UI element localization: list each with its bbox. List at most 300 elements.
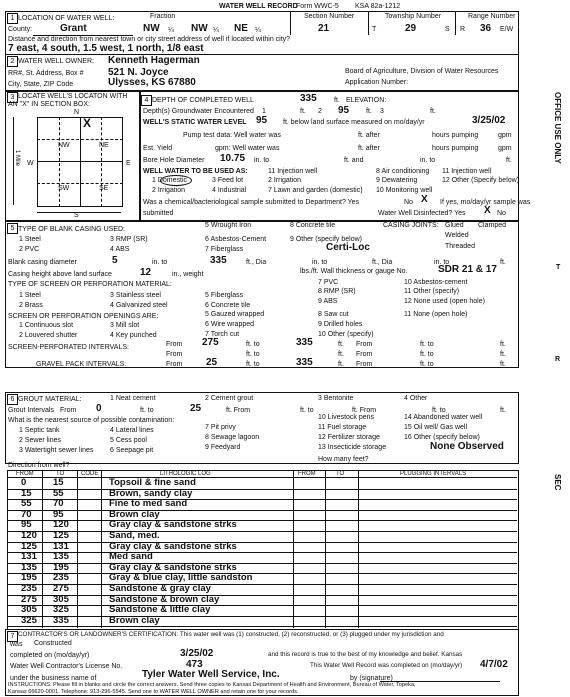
opening-option[interactable]: 8 Saw cut bbox=[318, 311, 349, 318]
cell-lithology[interactable]: Med sand bbox=[109, 551, 153, 563]
groundwater-2-value[interactable]: 95 bbox=[338, 105, 350, 116]
ft-label: ft. bbox=[338, 361, 344, 368]
divider bbox=[455, 11, 456, 35]
table-row bbox=[7, 489, 517, 500]
screen-option[interactable]: 6 Concrete tile bbox=[205, 302, 251, 309]
casing-label: TYPE OF BLANK CASING USED: bbox=[18, 226, 125, 233]
divider bbox=[290, 11, 291, 35]
use-option[interactable]: 10 Monitoring well bbox=[376, 187, 433, 194]
section-number: 7 bbox=[7, 631, 18, 642]
contam-other-value[interactable]: None Observed bbox=[430, 441, 504, 452]
contam-option[interactable]: 3 Watertight sewer lines bbox=[19, 447, 94, 454]
opening-option[interactable]: 7 Torch cut bbox=[205, 331, 240, 338]
city-value[interactable]: Ulysses, KS 67880 bbox=[108, 77, 196, 88]
casing-option[interactable]: 9 Other (specify below) bbox=[290, 236, 362, 243]
use-option[interactable]: 11 Injection well bbox=[268, 168, 318, 175]
cell-to[interactable]: 15 bbox=[53, 477, 64, 488]
dia-ft-dia-2: ft., Dia bbox=[372, 259, 393, 266]
grout-option[interactable]: 4 Other bbox=[404, 395, 428, 402]
screen-from[interactable]: 275 bbox=[202, 337, 219, 348]
cell-from[interactable]: 15 bbox=[21, 487, 32, 499]
section-number: 2 bbox=[7, 56, 18, 67]
opening-option-mill-slot[interactable]: 3 Mill slot bbox=[110, 322, 140, 329]
howmany-label: How many feet? bbox=[318, 456, 369, 463]
screen-option[interactable]: 10 Asbestos-cement bbox=[404, 279, 468, 286]
screen-option[interactable]: 12 None used (open hole) bbox=[404, 298, 485, 305]
instructions-1: INSTRUCTIONS: Please fill in blanks and circle the correct answers. Send three copies to Kansas Department of Health and Environment, Bureau of Water, Topeka, bbox=[8, 682, 416, 688]
cell-to[interactable]: 55 bbox=[53, 487, 64, 499]
screen-option-pvc[interactable]: 7 PVC bbox=[318, 279, 339, 286]
cell-from[interactable]: 70 bbox=[21, 508, 32, 520]
lbs-label: lbs./ft. Wall thickness or gauge No. bbox=[300, 268, 408, 275]
opening-option[interactable]: 10 Other (specify) bbox=[318, 331, 374, 338]
bore-in-to: in. to bbox=[254, 157, 270, 164]
contam-label: What is the nearest source of possible contamination: bbox=[8, 417, 175, 424]
use-option[interactable]: 11 Injection well bbox=[442, 168, 492, 175]
ft-to: ft. to bbox=[246, 361, 260, 368]
address-label: RR#, St. Address, Box # bbox=[8, 70, 84, 77]
yield-gpm: gpm: Well water was bbox=[215, 145, 280, 152]
cell-to[interactable]: 131 bbox=[53, 540, 69, 552]
groundwater-3-num: 3 bbox=[380, 108, 384, 115]
diameter-to-value[interactable]: 335 bbox=[210, 255, 227, 266]
use-option[interactable]: 2 Irrigation bbox=[152, 187, 186, 194]
address-value[interactable]: 521 N. Joyce bbox=[108, 67, 169, 78]
township-t: T bbox=[372, 26, 377, 33]
col-header-to-2: TO bbox=[336, 471, 345, 477]
table-row bbox=[7, 520, 517, 531]
cell-lithology[interactable]: Sandstone & brown clay bbox=[109, 593, 220, 605]
location-label: LOCATION OF WATER WELL: bbox=[18, 15, 115, 22]
dia-in-to-2: in. to bbox=[312, 259, 328, 266]
after-1: ft. after bbox=[358, 132, 380, 139]
cell-lithology[interactable]: Brown clay bbox=[109, 508, 160, 520]
compass-w: W bbox=[27, 160, 34, 167]
ft-label: ft. bbox=[500, 361, 506, 368]
screen-option[interactable]: 11 Other (specify) bbox=[404, 288, 460, 295]
from-label: From bbox=[356, 361, 373, 368]
static-desc: ft. below land surface measured on mo/day/yr bbox=[283, 119, 425, 126]
bact-no[interactable]: No bbox=[404, 199, 413, 206]
side-r: R bbox=[555, 356, 561, 363]
bore-ft: ft. bbox=[506, 157, 512, 164]
ft-to: ft. to bbox=[420, 341, 434, 348]
bact-label: Was a chemical/bacteriological sample submitted to Department? Yes bbox=[143, 199, 360, 206]
quarter-2: ¼ bbox=[213, 27, 219, 34]
quadrant-ne: NE bbox=[99, 142, 109, 149]
from-label: From bbox=[356, 341, 373, 348]
use-option[interactable]: 4 Industrial bbox=[212, 187, 247, 194]
cell-to[interactable]: 135 bbox=[53, 551, 69, 563]
cell-lithology[interactable]: Topsoil & fine sand bbox=[109, 477, 196, 488]
screen-option[interactable]: 8 RMP (SR) bbox=[318, 288, 356, 295]
range-label: Range Number bbox=[468, 13, 516, 20]
col-header-plug: PLUGGING INTERVALS bbox=[400, 471, 467, 477]
col-header-to: TO bbox=[56, 471, 65, 477]
table-row bbox=[7, 573, 517, 584]
dia-in-to-3: in. to bbox=[434, 259, 450, 266]
range-r: R bbox=[460, 26, 466, 33]
hours-1: hours pumping bbox=[432, 132, 479, 139]
office-use-label: OFFICE USE ONLY bbox=[553, 92, 562, 164]
ft-label: ft. bbox=[500, 407, 506, 414]
contam-option[interactable]: 6 Seepage pit bbox=[110, 447, 154, 454]
record-date[interactable]: 4/7/02 bbox=[480, 659, 508, 670]
opening-option[interactable]: 9 Drilled holes bbox=[318, 321, 363, 328]
use-option[interactable]: 7 Lawn and garden (domestic) bbox=[268, 187, 363, 194]
bore-in-to-2: in. to bbox=[420, 157, 436, 164]
ft-to: ft. to bbox=[432, 407, 446, 414]
from-label: From bbox=[166, 351, 183, 358]
cell-to[interactable]: 70 bbox=[53, 498, 64, 510]
ft-to: ft. to bbox=[246, 341, 260, 348]
casing-other-value[interactable]: Certi-Loc bbox=[326, 242, 370, 253]
table-row bbox=[7, 552, 517, 563]
cell-lithology[interactable]: Brown clay bbox=[109, 614, 160, 626]
col-header-lith: LITHOLOGIC LOG bbox=[160, 471, 211, 477]
joints-threaded[interactable]: Threaded bbox=[445, 243, 475, 250]
license-label: Water Well Contractor's License No. bbox=[10, 663, 123, 670]
contam-option[interactable]: 14 Abandoned water well bbox=[404, 414, 483, 421]
opening-option[interactable]: 5 Gauzed wrapped bbox=[205, 311, 265, 318]
compass-s: S bbox=[74, 212, 79, 219]
cell-to[interactable]: 335 bbox=[53, 614, 69, 626]
cell-from[interactable]: 275 bbox=[21, 593, 37, 605]
side-sec: SEC bbox=[553, 474, 562, 491]
grout-option[interactable]: 2 Cement grout bbox=[205, 395, 254, 402]
section-number: 6 bbox=[7, 394, 18, 405]
township-s: S bbox=[445, 26, 450, 33]
static-value[interactable]: 95 bbox=[256, 115, 268, 126]
cell-lithology[interactable]: Brown, sandy clay bbox=[109, 487, 193, 499]
submitted-label: submitted bbox=[143, 210, 174, 217]
completed-label: completed on (mo/day/yr) bbox=[10, 652, 90, 659]
grid-line bbox=[59, 117, 60, 207]
section-number-label: Section Number bbox=[304, 13, 355, 20]
ft-label: ft. bbox=[500, 341, 506, 348]
cell-from[interactable]: 305 bbox=[21, 604, 37, 616]
owner-value[interactable]: Kenneth Hagerman bbox=[108, 55, 200, 66]
quadrant-sw: SW bbox=[58, 185, 70, 192]
height-label: Casing height above land surface bbox=[8, 271, 112, 278]
cell-lithology[interactable]: Gray clay & sandstone strks bbox=[109, 561, 237, 573]
contam-option[interactable]: 11 Fuel storage bbox=[318, 424, 367, 431]
grout-to[interactable]: 25 bbox=[190, 403, 202, 414]
cell-lithology[interactable]: Gray clay & sandstone strks bbox=[109, 540, 237, 552]
col-header-from-2: FROM bbox=[298, 471, 316, 477]
gravel-from[interactable]: 25 bbox=[206, 357, 218, 368]
dia-ft-dia: ft., Dia bbox=[246, 259, 267, 266]
cert-constructed[interactable]: Constructed bbox=[34, 640, 72, 647]
section-number: 3 bbox=[7, 92, 18, 103]
opening-option[interactable]: 11 None (open hole) bbox=[404, 311, 468, 318]
grid-line bbox=[101, 117, 102, 207]
opening-option[interactable]: 2 Louvered shutter bbox=[19, 332, 78, 339]
distance-value[interactable]: 7 east, 4 south, 1.5 west, 1 north, 1/8 east bbox=[8, 43, 204, 54]
township-value[interactable]: 29 bbox=[405, 23, 417, 34]
range-ew: E/W bbox=[500, 26, 514, 33]
screen-option[interactable]: 1 Steel bbox=[19, 292, 41, 299]
row-line bbox=[7, 626, 517, 627]
contam-option[interactable]: 9 Feedyard bbox=[205, 444, 241, 451]
scale-line bbox=[37, 212, 121, 213]
contam-option[interactable]: 10 Livestock pens bbox=[318, 414, 375, 421]
business-label: under the business name of bbox=[10, 675, 97, 682]
contam-option[interactable]: 1 Septic tank bbox=[19, 427, 60, 434]
fraction-3[interactable]: NE bbox=[234, 23, 248, 34]
screen-option[interactable]: 3 Stainless steel bbox=[110, 292, 161, 299]
quarter-1: ¼ bbox=[168, 27, 174, 34]
gpm-2: gpm bbox=[498, 145, 512, 152]
contam-option[interactable]: 8 Sewage lagoon bbox=[205, 434, 260, 441]
grout-option-bentonite[interactable]: 3 Bentonite bbox=[318, 395, 354, 402]
groundwater-3-unit: ft. bbox=[430, 108, 436, 115]
cell-lithology[interactable]: Sandstone & little clay bbox=[109, 604, 211, 616]
static-date[interactable]: 3/25/02 bbox=[472, 115, 506, 126]
business-value[interactable]: Tyler Water Well Service, Inc. bbox=[142, 669, 280, 680]
casing-option[interactable]: 5 Wrought Iron bbox=[205, 222, 252, 229]
cell-to[interactable]: 275 bbox=[53, 583, 69, 594]
grid-line bbox=[80, 117, 81, 207]
groundwater-2-num: 2 bbox=[318, 108, 322, 115]
use-option[interactable]: 8 Air conditioning bbox=[376, 168, 430, 175]
signature-label: by (signature) bbox=[350, 675, 393, 682]
after-2: ft. after bbox=[358, 145, 380, 152]
section-number: 4 bbox=[141, 95, 152, 106]
ft-label: ft. bbox=[338, 341, 344, 348]
contam-option[interactable]: 13 Insecticide storage bbox=[318, 444, 387, 451]
contam-option[interactable]: 12 Fertilizer storage bbox=[318, 434, 380, 441]
groundwater-1-unit: ft. bbox=[300, 108, 306, 115]
form-number: Form WWC-5 bbox=[296, 3, 339, 10]
contam-option[interactable]: 16 Other (specify below) bbox=[404, 434, 480, 441]
diameter-label: Blank casing diameter bbox=[8, 259, 77, 266]
ft-label: ft. bbox=[500, 351, 506, 358]
depth-label: DEPTH OF COMPLETED WELL bbox=[152, 97, 254, 104]
owner-label: WATER WELL OWNER: bbox=[18, 58, 94, 65]
ft-to: ft. to bbox=[420, 351, 434, 358]
cell-lithology[interactable]: Gray & blue clay, little sandston bbox=[109, 572, 253, 584]
section-number: 5 bbox=[7, 223, 18, 234]
quadrant-se: SE bbox=[99, 185, 109, 192]
cell-from[interactable]: 325 bbox=[21, 614, 37, 626]
from-label: From bbox=[60, 407, 77, 414]
contam-option[interactable]: 5 Cess pool bbox=[110, 437, 147, 444]
col-header-code: CODE bbox=[81, 471, 99, 477]
statute-ref: KSA 82a-1212 bbox=[355, 3, 401, 10]
dia-ft: ft. bbox=[500, 259, 506, 266]
static-label: WELL'S STATIC WATER LEVEL bbox=[143, 119, 247, 126]
in-weight: in., weight bbox=[172, 271, 204, 278]
cell-to[interactable]: 325 bbox=[53, 604, 69, 616]
cell-to[interactable]: 125 bbox=[53, 530, 69, 541]
casing-option-pvc[interactable]: 2 PVC bbox=[19, 246, 40, 253]
use-option[interactable]: 3 Feed lot bbox=[212, 177, 244, 184]
groundwater-label: Depth(s) Groundwater Encountered bbox=[143, 108, 254, 115]
disinfect-no[interactable]: No bbox=[497, 210, 506, 217]
col-header-from: FROM bbox=[16, 471, 34, 477]
contam-option[interactable]: 7 Pit privy bbox=[205, 424, 236, 431]
quarter-3: ¼ bbox=[255, 27, 261, 34]
opening-option[interactable]: 1 Continuous slot bbox=[19, 322, 74, 329]
hours-2: hours pumping bbox=[432, 145, 479, 152]
section-value[interactable]: 21 bbox=[318, 23, 330, 34]
joints-clamped[interactable]: Clamped bbox=[478, 222, 507, 229]
city-label: City, State, ZIP Code bbox=[8, 81, 74, 88]
height-value[interactable]: 12 bbox=[140, 267, 152, 278]
cell-lithology[interactable]: Sand, med. bbox=[109, 530, 160, 541]
grid-line bbox=[37, 183, 123, 184]
table-row bbox=[7, 478, 517, 489]
completed-date[interactable]: 3/25/02 bbox=[180, 648, 214, 659]
fraction-label: Fraction bbox=[150, 13, 176, 20]
location-mark[interactable]: X bbox=[83, 116, 92, 130]
openings-label: SCREEN OR PERFORATION OPENINGS ARE: bbox=[8, 313, 159, 320]
license-value[interactable]: 473 bbox=[186, 659, 203, 670]
table-row bbox=[7, 531, 517, 542]
form-title: WATER WELL RECORD bbox=[219, 3, 298, 10]
gravel-to[interactable]: 335 bbox=[296, 357, 313, 368]
application-label: Application Number: bbox=[345, 79, 409, 86]
cell-from[interactable]: 55 bbox=[21, 498, 32, 510]
cell-from[interactable]: 235 bbox=[21, 583, 37, 594]
contam-option[interactable]: 2 Sewer lines bbox=[19, 437, 62, 444]
table-row bbox=[7, 542, 517, 553]
screen-intervals-label: SCREEN-PERFORATED INTERVALS: bbox=[8, 344, 129, 351]
casing-option[interactable]: 7 Fiberglass bbox=[205, 246, 244, 253]
use-option[interactable]: 9 Dewatering bbox=[376, 177, 418, 184]
table-row bbox=[7, 595, 517, 606]
grid-line bbox=[37, 161, 123, 162]
contam-option[interactable]: 4 Lateral lines bbox=[110, 427, 154, 434]
joints-label: CASING JOINTS: bbox=[383, 222, 439, 229]
county-value[interactable]: Grant bbox=[60, 23, 87, 34]
elevation-label: ELEVATION: bbox=[346, 97, 387, 104]
screen-option[interactable]: 9 ABS bbox=[318, 298, 338, 305]
grout-label: GROUT MATERIAL: bbox=[18, 396, 82, 403]
bore-value[interactable]: 10.75 bbox=[220, 153, 246, 164]
grid-line bbox=[37, 139, 123, 140]
depth-unit: ft. bbox=[334, 97, 340, 104]
cell-from[interactable]: 125 bbox=[21, 540, 37, 552]
ft-to: ft. to bbox=[300, 407, 314, 414]
direction-label: Direction from well? bbox=[8, 462, 70, 469]
use-label: WELL WATER TO BE USED AS: bbox=[143, 168, 248, 175]
cell-from[interactable]: 135 bbox=[21, 561, 37, 573]
use-option-domestic[interactable]: 1 Domestic bbox=[152, 177, 188, 184]
county-label: County: bbox=[8, 26, 33, 33]
fraction-2[interactable]: NW bbox=[191, 23, 208, 34]
groundwater-1-num: 1 bbox=[262, 108, 266, 115]
casing-option[interactable]: 1 Steel bbox=[19, 236, 41, 243]
range-value[interactable]: 36 bbox=[480, 23, 492, 34]
quadrant-nw: NW bbox=[58, 142, 70, 149]
locate-label-2: AN "X" IN SECTION BOX: bbox=[8, 101, 90, 108]
contam-option[interactable]: 15 Oil well/ Gas well bbox=[404, 424, 468, 431]
cell-to[interactable]: 235 bbox=[53, 572, 69, 584]
diameter-value[interactable]: 5 bbox=[112, 255, 118, 266]
ft-from: ft. From bbox=[226, 407, 251, 414]
board-label: Board of Agriculture, Division of Water Resources bbox=[345, 68, 499, 75]
disinfect-x[interactable]: X bbox=[484, 205, 491, 216]
gauge-value[interactable]: SDR 21 & 17 bbox=[438, 264, 497, 275]
cell-from[interactable]: 95 bbox=[21, 519, 32, 531]
cert-was: was bbox=[10, 641, 23, 648]
use-option[interactable]: 2 Irrigation bbox=[268, 177, 302, 184]
gravel-label: GRAVEL PACK INTERVALS: bbox=[36, 361, 127, 368]
locate-label-1: LOCATE WELL'S LOCATON WITH bbox=[18, 93, 128, 100]
cell-to[interactable]: 195 bbox=[53, 561, 69, 573]
compass-e: E bbox=[126, 160, 131, 167]
bore-ft-and: ft. and bbox=[344, 157, 364, 164]
table-row bbox=[7, 616, 517, 627]
depth-value[interactable]: 335 bbox=[300, 93, 317, 104]
screen-option[interactable]: 5 Fiberglass bbox=[205, 292, 244, 299]
screen-option[interactable]: 4 Galvanized steel bbox=[110, 302, 168, 309]
joints-welded[interactable]: Welded bbox=[445, 232, 469, 239]
cell-lithology[interactable]: Gray clay & sandstone strks bbox=[109, 519, 237, 531]
cell-to[interactable]: 120 bbox=[53, 519, 69, 531]
bact-if: If yes, mo/day/yr sample was bbox=[440, 199, 531, 206]
fraction-1[interactable]: NW bbox=[143, 23, 160, 34]
screen-to[interactable]: 335 bbox=[296, 337, 313, 348]
casing-option[interactable]: 6 Asbestos-Cement bbox=[205, 236, 267, 243]
cell-lithology[interactable]: Sandstone & gray clay bbox=[109, 583, 211, 594]
from-label: From bbox=[166, 341, 183, 348]
disinfect-label: Water Well Disinfected? Yes bbox=[378, 210, 466, 217]
screen-option[interactable]: 2 Brass bbox=[19, 302, 43, 309]
cell-from[interactable]: 195 bbox=[21, 572, 37, 584]
grout-from[interactable]: 0 bbox=[96, 403, 102, 414]
side-t: T bbox=[556, 264, 561, 271]
cell-to[interactable]: 305 bbox=[53, 593, 69, 605]
scale-line bbox=[13, 117, 14, 205]
cell-from[interactable]: 0 bbox=[21, 477, 27, 488]
dia-in-to: in. to bbox=[152, 259, 168, 266]
record-true: and this record is true to the best of my knowledge and belief. Kansas bbox=[268, 651, 463, 658]
ft-to: ft. to bbox=[246, 351, 260, 358]
gpm-1: gpm bbox=[498, 132, 512, 139]
ft-label: ft. bbox=[338, 351, 344, 358]
bact-x[interactable]: X bbox=[421, 194, 428, 205]
opening-option[interactable]: 6 Wire wrapped bbox=[205, 321, 255, 328]
table-row bbox=[7, 499, 517, 510]
grout-option[interactable]: 1 Neat cement bbox=[110, 395, 156, 402]
yield-label: Est. Yield bbox=[143, 145, 173, 152]
table-row bbox=[7, 605, 517, 616]
table-row bbox=[7, 510, 517, 521]
cell-from[interactable]: 120 bbox=[21, 530, 37, 541]
cell-lithology[interactable]: Fine to med sand bbox=[109, 498, 188, 510]
ft-to: ft. to bbox=[140, 407, 154, 414]
use-option[interactable]: 12 Other (Specify below) bbox=[442, 177, 520, 184]
cell-to[interactable]: 95 bbox=[53, 508, 64, 520]
casing-option[interactable]: 3 RMP (SR) bbox=[110, 236, 148, 243]
casing-option[interactable]: 4 ABS bbox=[110, 246, 130, 253]
joints-glued[interactable]: Glued bbox=[445, 222, 464, 229]
from-label: From bbox=[166, 361, 183, 368]
casing-option[interactable]: 8 Concrete tile bbox=[290, 222, 336, 229]
opening-option[interactable]: 4 Key punched bbox=[110, 332, 157, 339]
cert-text: CONTRACTOR'S OR LANDOWNER'S CERTIFICATION: This water well was (1) constructed, (2) reconstructed, or (3) plugged under my jurisdiction and bbox=[18, 631, 444, 638]
cell-from[interactable]: 131 bbox=[21, 551, 37, 563]
screen-label: TYPE OF SCREEN OR PERFORATION MATERIAL: bbox=[8, 281, 172, 288]
grout-intervals-label: Grout Intervals bbox=[8, 407, 54, 414]
township-label: Township Number bbox=[385, 13, 442, 20]
domestic-circled bbox=[160, 175, 192, 186]
ft-from: ft. From bbox=[352, 407, 377, 414]
instructions-2: Kansas 66620-0001. Telephone: 913-296-5545. Send one to WATER WELL OWNER and retain one for your records. bbox=[8, 689, 299, 695]
